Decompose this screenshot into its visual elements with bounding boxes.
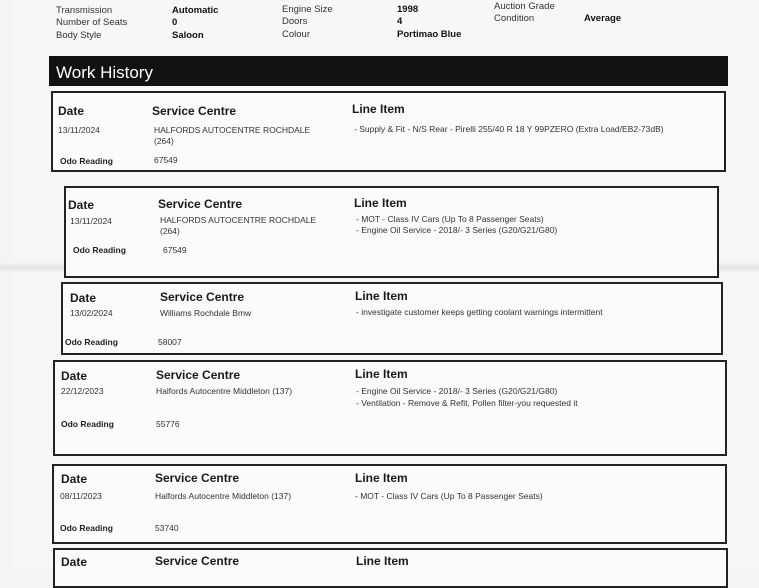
work-history-title: Work History bbox=[56, 63, 153, 82]
line-item: - Engine Oil Service - 2018/- 3 Series (G20/G21/G80) bbox=[356, 386, 558, 396]
service-record bbox=[64, 186, 719, 278]
service-centre: HALFORDS AUTOCENTRE ROCHDALE bbox=[154, 125, 311, 135]
date-header: Date bbox=[58, 104, 85, 118]
odo-label: Odo Reading bbox=[60, 523, 113, 533]
transmission-value: Automatic bbox=[172, 5, 219, 16]
service-date: 13/11/2024 bbox=[58, 125, 100, 135]
line-item: - MOT - Class IV Cars (Up To 8 Passenger Seats) bbox=[356, 214, 544, 224]
seats-value: 0 bbox=[172, 17, 178, 28]
service-centre: Halfords Autocentre Middleton (137) bbox=[155, 491, 292, 501]
line-item: - Engine Oil Service - 2018/- 3 Series (G20/G21/G80) bbox=[356, 225, 558, 235]
service-centre-header: Service Centre bbox=[160, 290, 245, 304]
odo-reading: 58007 bbox=[158, 337, 182, 347]
date-header: Date bbox=[68, 198, 95, 212]
condition-value: Average bbox=[584, 13, 622, 24]
colour-value: Portimao Blue bbox=[397, 29, 462, 40]
transmission-label: Transmission bbox=[56, 5, 113, 16]
line-item: - investigate customer keeps getting coolant warnings intermittent bbox=[356, 307, 603, 317]
doors-label: Doors bbox=[282, 16, 308, 27]
line-item-header: Line Item bbox=[355, 471, 408, 485]
line-item-header: Line Item bbox=[355, 289, 408, 303]
line-item: - MOT - Class IV Cars (Up To 8 Passenger Seats) bbox=[355, 491, 543, 501]
service-centre-header: Service Centre bbox=[158, 197, 243, 211]
odo-label: Odo Reading bbox=[73, 245, 126, 255]
line-item-header: Line Item bbox=[352, 102, 405, 116]
odo-reading: 53740 bbox=[155, 523, 179, 533]
line-item-header: Line Item bbox=[354, 196, 407, 210]
line-item: - Ventilation - Remove & Refit, Pollen filter-you requested it bbox=[356, 398, 578, 408]
odo-label: Odo Reading bbox=[65, 337, 118, 347]
doors-value: 4 bbox=[397, 16, 403, 27]
service-centre-code: (264) bbox=[160, 226, 180, 236]
line-item-header: Line Item bbox=[356, 554, 409, 568]
service-date: 13/11/2024 bbox=[70, 216, 112, 226]
service-centre-header: Service Centre bbox=[156, 368, 241, 382]
service-centre: HALFORDS AUTOCENTRE ROCHDALE bbox=[160, 215, 317, 225]
odo-reading: 67549 bbox=[154, 155, 178, 165]
seats-label: Number of Seats bbox=[56, 17, 128, 28]
engine-size-label: Engine Size bbox=[282, 4, 333, 15]
engine-size-value: 1998 bbox=[397, 4, 419, 15]
odo-label: Odo Reading bbox=[60, 156, 113, 166]
service-record bbox=[52, 464, 727, 544]
service-centre: Williams Rochdale Bmw bbox=[160, 308, 252, 318]
date-header: Date bbox=[61, 555, 88, 569]
auction-grade-label: Auction Grade bbox=[494, 1, 555, 12]
date-header: Date bbox=[70, 291, 97, 305]
service-centre-header: Service Centre bbox=[152, 104, 237, 118]
odo-label: Odo Reading bbox=[61, 419, 114, 429]
date-header: Date bbox=[61, 369, 88, 383]
service-centre-code: (264) bbox=[154, 136, 174, 146]
date-header: Date bbox=[61, 472, 88, 486]
line-item: - Supply & Fit - N/S Rear - Pirelli 255/40 R 18 Y 99PZERO (Extra Load/EB2-73dB) bbox=[354, 124, 664, 134]
condition-label: Condition bbox=[494, 13, 535, 24]
service-record bbox=[61, 282, 723, 355]
service-date: 08/11/2023 bbox=[60, 491, 102, 501]
service-date: 22/12/2023 bbox=[61, 386, 104, 396]
service-centre: Halfords Autocentre Middleton (137) bbox=[156, 386, 293, 396]
odo-reading: 55776 bbox=[156, 419, 180, 429]
colour-label: Colour bbox=[282, 29, 310, 40]
service-centre-header: Service Centre bbox=[155, 554, 240, 568]
line-item-header: Line Item bbox=[355, 367, 408, 381]
service-record bbox=[53, 360, 727, 456]
service-record bbox=[53, 548, 728, 588]
service-date: 13/02/2024 bbox=[70, 308, 113, 318]
odo-reading: 67549 bbox=[163, 245, 187, 255]
service-centre-header: Service Centre bbox=[155, 471, 240, 485]
body-style-value: Saloon bbox=[172, 30, 204, 41]
service-record bbox=[51, 91, 726, 172]
body-style-label: Body Style bbox=[56, 30, 102, 41]
